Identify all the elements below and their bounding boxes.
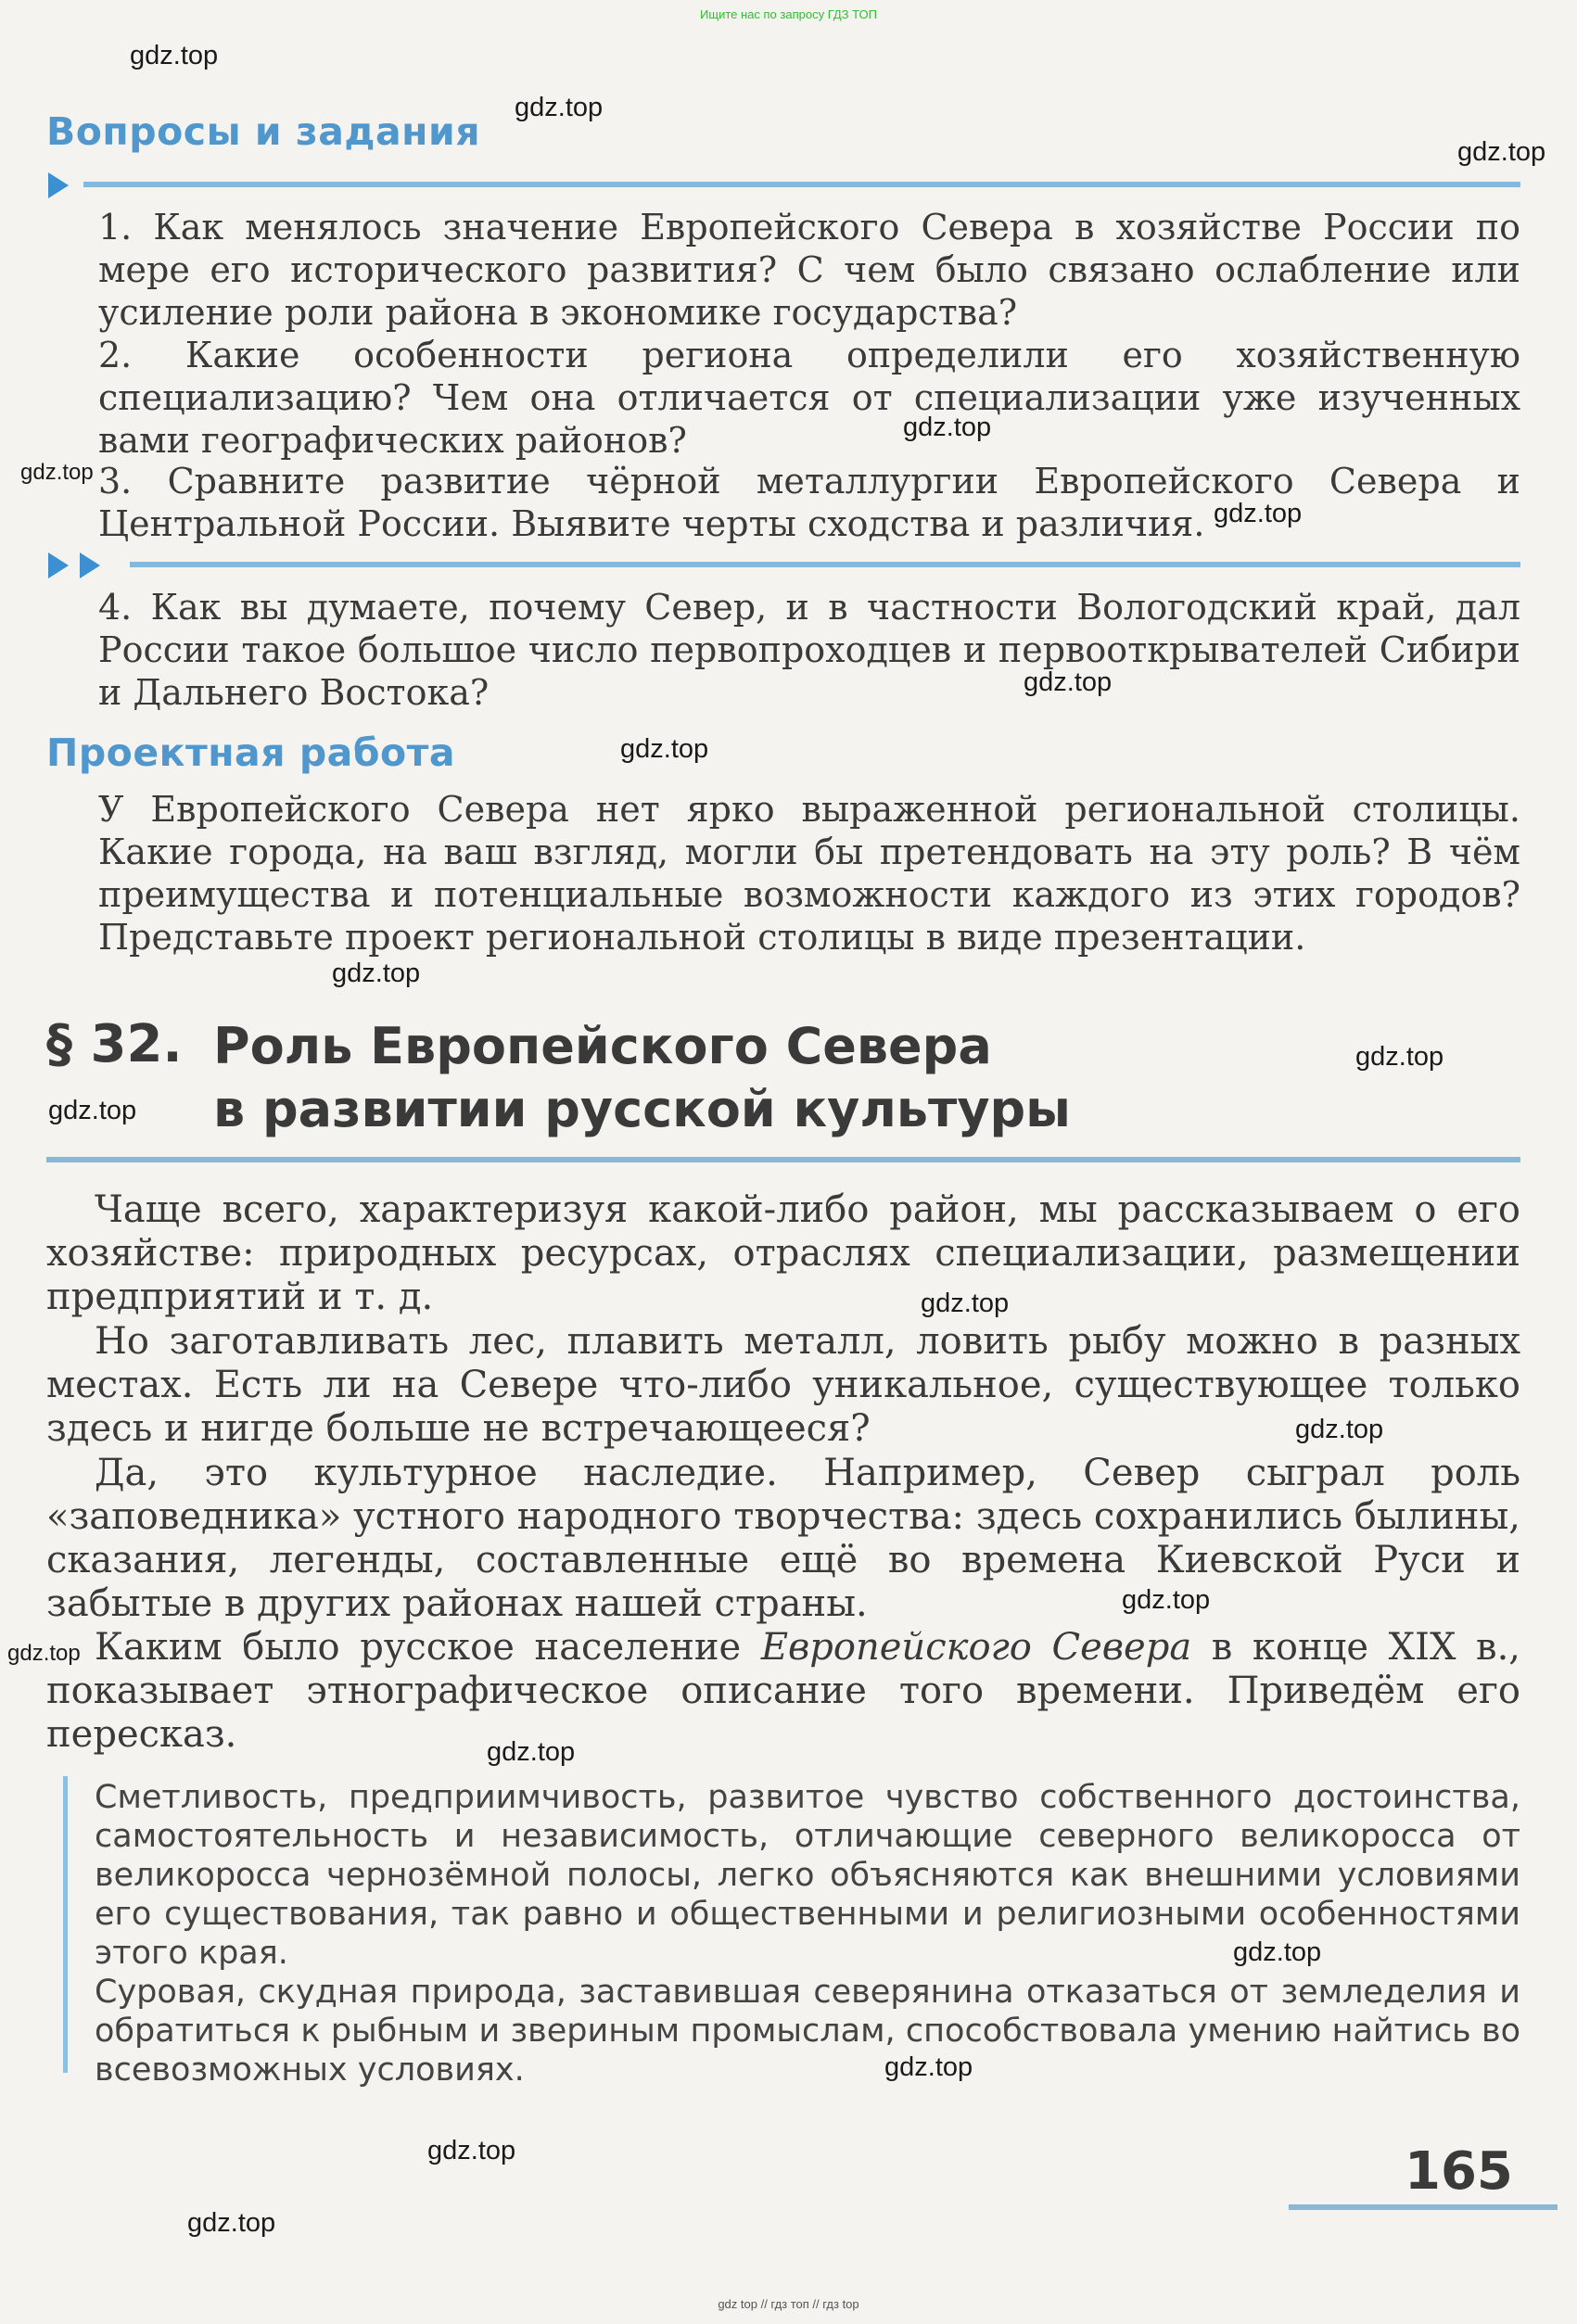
watermark: gdz.top — [1233, 1937, 1322, 1967]
watermark: gdz.top — [515, 93, 604, 122]
question-1: 1. Как менялось значение Европейского Севера в хозяйстве России по мере его исторического развития? С чем было связано ослабление или усиление роли района в экономике государства? — [98, 207, 1520, 333]
body-paragraph-4-start: Каким было русское население — [95, 1626, 761, 1669]
watermark: gdz.top — [427, 2136, 516, 2165]
project-heading: Проектная работа — [46, 730, 456, 775]
quote-paragraph-1: Сметливость, предприимчивость, развитое чувство собственного достоинства, самостоятельность и независимость, отличающие северного великоросса от великоросса чернозёмной полосы, легко объясняются как внешними условиями его существования, так равно и общественными и религиозными особенностями этого края. — [95, 1779, 1520, 1972]
project-text: У Европейского Севера нет ярко выраженной региональной столицы. Какие города, на ваш взгляд, могли бы претендовать на эту роль? В чём преимущества и потенциальные возможности каждого из этих городов? Представьте проект региональной столицы в виде презентации. — [98, 789, 1520, 958]
watermark: gdz.top — [903, 413, 992, 442]
basic-level-marker-icon — [48, 172, 69, 198]
watermark: gdz.top — [620, 734, 709, 764]
body-paragraph-1: Чаще всего, характеризуя какой-либо район, мы рассказываем о его хозяйстве: природных ресурсах, отраслях специализации, размещении предприятий и т. д. — [46, 1188, 1520, 1318]
question-3: 3. Сравните развитие чёрной металлургии Европейского Севера и Центральной России. Выявите черты сходства и различия. — [98, 461, 1520, 544]
watermark: gdz.top — [332, 959, 421, 988]
watermark: gdz.top — [921, 1289, 1010, 1318]
watermark: gdz.top — [884, 2052, 973, 2082]
bottom-note: gdz top // гдз топ // гдз top — [718, 2297, 859, 2311]
watermark: gdz.top — [1214, 499, 1303, 528]
watermark: gdz.top — [48, 1096, 137, 1125]
watermark: gdz.top — [187, 2208, 276, 2238]
questions-rule — [83, 182, 1520, 187]
title-rule — [46, 1157, 1520, 1162]
paragraph-title-line2: в развитии русской культуры — [213, 1080, 1072, 1138]
quote-bar — [63, 1776, 68, 2073]
body-paragraph-4-italic: Европейского Севера — [760, 1626, 1192, 1669]
watermark: gdz.top — [1024, 667, 1113, 697]
page-number: 165 — [1405, 2141, 1513, 2202]
advanced-rule — [130, 562, 1520, 567]
question-4: 4. Как вы думаете, почему Север, и в частности Вологодский край, дал России такое большое число первопроходцев и первооткрывателей Сибири и Дальнего Востока? — [98, 587, 1520, 713]
body-paragraph-4-end: в конце XIX в., показывает этнографическое описание того времени. Приведём его пересказ. — [46, 1626, 1521, 1756]
advanced-level-marker-icon — [48, 552, 69, 578]
body-paragraph-3: Да, это культурное наследие. Например, Север сыграл роль «заповедника» устного народного творчества: здесь сохранились былины, сказания, легенды, составленные ещё во времена Киевской Руси и забытые в других районах нашей страны. — [46, 1452, 1520, 1625]
paragraph-number: § 32. — [46, 1014, 183, 1074]
watermark: gdz.top — [130, 41, 219, 70]
watermark: gdz.top — [20, 460, 94, 485]
questions-heading: Вопросы и задания — [46, 109, 481, 154]
body-paragraph-4 — [46, 1626, 1520, 1757]
watermark: gdz.top — [1457, 137, 1546, 167]
top-note: Ищите нас по запросу ГДЗ ТОП — [700, 7, 877, 21]
body-paragraph-2: Но заготавливать лес, плавить металл, ловить рыбу можно в разных местах. Есть ли на Севере что-либо уникальное, существующее только здесь и нигде больше не встречающееся? — [46, 1320, 1520, 1450]
watermark: gdz.top — [7, 1641, 81, 1666]
quote-paragraph-2: Суровая, скудная природа, заставившая северянина отказаться от земледелия и обратиться к рыбным и звериным промыслам, способствовала умению найтись во всевозможных условиях. — [95, 1974, 1520, 2089]
paragraph-title-line1: Роль Европейского Севера — [213, 1017, 992, 1075]
watermark: gdz.top — [487, 1737, 576, 1767]
watermark: gdz.top — [1355, 1042, 1444, 1072]
watermark: gdz.top — [1122, 1585, 1211, 1615]
watermark: gdz.top — [1295, 1415, 1384, 1444]
advanced-level-marker-icon-2 — [80, 552, 100, 578]
question-2: 2. Какие особенности региона определили его хозяйственную специализацию? Чем она отличается от специализации уже изученных вами географических районов? — [98, 335, 1520, 461]
page-number-rule — [1289, 2204, 1558, 2210]
